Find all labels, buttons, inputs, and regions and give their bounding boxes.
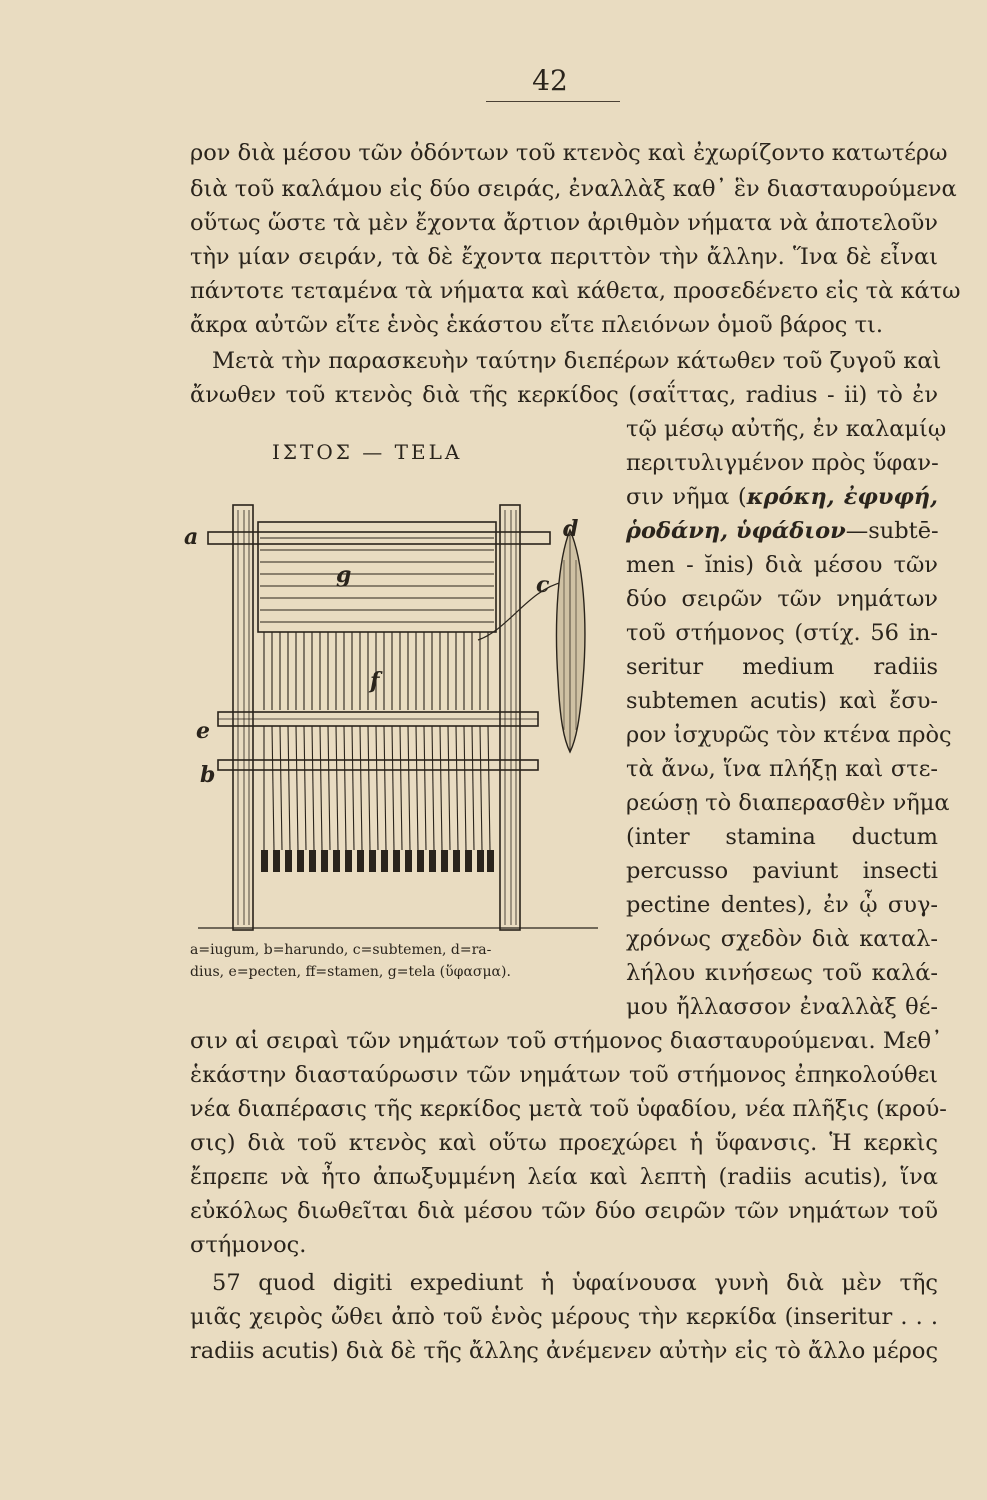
text-line: ἑκάστην διασταύρωσιν τῶν νημάτων τοῦ στήμονος ἐπηκολούθει xyxy=(190,1062,938,1088)
figure-label-f: f xyxy=(370,668,380,694)
text-line: πάντοτε τεταμένα τὰ νήματα καὶ κάθετα, προσεδένετο εἰς τὰ κάτω xyxy=(190,278,961,304)
loom-weights xyxy=(261,850,494,872)
bold-greek-terms: ῥοδάνη, ὑφάδιον xyxy=(626,518,846,544)
text-line: ἄνωθεν τοῦ κτενὸς διὰ τῆς κερκίδος (σαΐττας, radius - ii) τὸ ἐν xyxy=(190,382,938,408)
column-line xyxy=(626,482,938,512)
text-line: ρον διὰ μέσου τῶν ὀδόντων τοῦ κτενὸς καὶ ἐχωρίζοντο κατωτέρω xyxy=(190,140,948,166)
column-line xyxy=(626,516,938,546)
loom-figure xyxy=(178,470,618,940)
text-line: μιᾶς χειρὸς ὤθει ἀπὸ τοῦ ἑνὸς μέρους τὴν κερκίδα (inseritur . . . xyxy=(190,1304,938,1330)
column-line: μου ἤλλασσον ἐναλλὰξ θέ- xyxy=(626,994,938,1020)
column-line: (inter stamina ductum xyxy=(626,824,938,850)
loom-rod xyxy=(218,760,538,770)
column-line: λήλου κινήσεως τοῦ καλά- xyxy=(626,960,938,986)
loom-left-post xyxy=(233,505,253,930)
figure-label-g: g xyxy=(336,562,352,588)
column-line: pectine dentes), ἐν ᾧ συγ- xyxy=(626,892,938,918)
column-line: περιτυλιγμένον πρὸς ὕφαν- xyxy=(626,450,939,476)
text-line: νέα διαπέρασις τῆς κερκίδος μετὰ τοῦ ὑφαδίου, νέα πλῆξις (κρού- xyxy=(190,1096,947,1122)
text-line: εὐκόλως διωθεῖται διὰ μέσου τῶν δύο σειρῶν τῶν νημάτων τοῦ xyxy=(190,1198,938,1224)
text-line: σις) διὰ τοῦ κτενὸς καὶ οὕτω προεχώρει ἡ ὕφανσις. Ἡ κερκὶς xyxy=(190,1130,938,1156)
text-line: ἄκρα αὐτῶν εἴτε ἑνὸς ἑκάστου εἴτε πλειόνων ὁμοῦ βάρος τι. xyxy=(190,312,883,338)
column-line: seritur medium radiis xyxy=(626,654,938,680)
page-number: 42 xyxy=(532,64,568,97)
column-line: percusso paviunt insecti xyxy=(626,858,938,884)
text-line: διὰ τοῦ καλάμου εἰς δύο σειράς, ἐναλλὰξ καθ᾽ ἓν διασταυρούμενα xyxy=(190,176,957,202)
column-line: τῷ μέσῳ αὐτῆς, ἐν καλαμίῳ xyxy=(626,416,947,442)
column-line: men - ĭnis) διὰ μέσου τῶν xyxy=(626,552,938,578)
page-number-rule xyxy=(486,101,620,102)
column-line: τοῦ στήμονος (στίχ. 56 in- xyxy=(626,620,938,646)
text-line: 57 quod digiti expediunt ἡ ὑφαίνουσα γυνὴ διὰ μὲν τῆς xyxy=(212,1270,938,1296)
column-line: δύο σειρῶν τῶν νημάτων xyxy=(626,586,938,612)
column-text: σιν νῆμα ( xyxy=(626,484,747,510)
text-line: Μετὰ τὴν παρασκευὴν ταύτην διεπέρων κάτωθεν τοῦ ζυγοῦ καὶ xyxy=(212,348,942,374)
text-line: οὕτως ὥστε τὰ μὲν ἔχοντα ἄρτιον ἀριθμὸν νήματα νὰ ἀποτελοῦν xyxy=(190,210,938,236)
column-line: τὰ ἄνω, ἵνα πλήξῃ καὶ στε- xyxy=(626,756,938,782)
column-line: subtemen acutis) καὶ ἔσυ- xyxy=(626,688,938,714)
text-line: στήμονος. xyxy=(190,1232,307,1258)
figure-label-a: a xyxy=(184,524,199,550)
figure-title: ΙΣΤΟΣ — TELA xyxy=(272,440,463,464)
loom-right-post xyxy=(500,505,520,930)
text-line: σιν αἱ σειραὶ τῶν νημάτων τοῦ στήμονος διασταυρούμεναι. Μεθ᾽ xyxy=(190,1028,943,1054)
figure-caption-line: dius, e=pecten, ff=stamen, g=tela (ὕφασμα). xyxy=(190,964,511,980)
text-line: τὴν μίαν σειράν, τὰ δὲ ἔχοντα περιττὸν τὴν ἄλλην. Ἵνα δὲ εἶναι xyxy=(190,244,938,270)
spindle xyxy=(557,530,585,752)
column-line: χρόνως σχεδὸν διὰ καταλ- xyxy=(626,926,938,952)
text-line: radiis acutis) διὰ δὲ τῆς ἄλλης ἀνέμενεν αὐτὴν εἰς τὸ ἄλλο μέρος xyxy=(190,1338,939,1364)
bold-greek-terms: κρόκη, ἐφυφή, xyxy=(746,484,938,510)
column-text: —subtē- xyxy=(845,518,939,544)
figure-label-b: b xyxy=(200,762,216,788)
column-line: ρον ἰσχυρῶς τὸν κτένα πρὸς xyxy=(626,722,952,748)
figure-label-d: d xyxy=(563,516,579,542)
figure-label-c: c xyxy=(536,572,550,598)
figure-caption-line: a=iugum, b=harundo, c=subtemen, d=ra- xyxy=(190,942,492,958)
text-line: ἔπρεπε νὰ ἦτο ἀπωξυμμένη λεία καὶ λεπτὴ (radiis acutis), ἵνα xyxy=(190,1164,938,1190)
figure-label-e: e xyxy=(196,718,210,744)
column-line: ρεώσῃ τὸ διαπερασθὲν νῆμα xyxy=(626,790,950,816)
